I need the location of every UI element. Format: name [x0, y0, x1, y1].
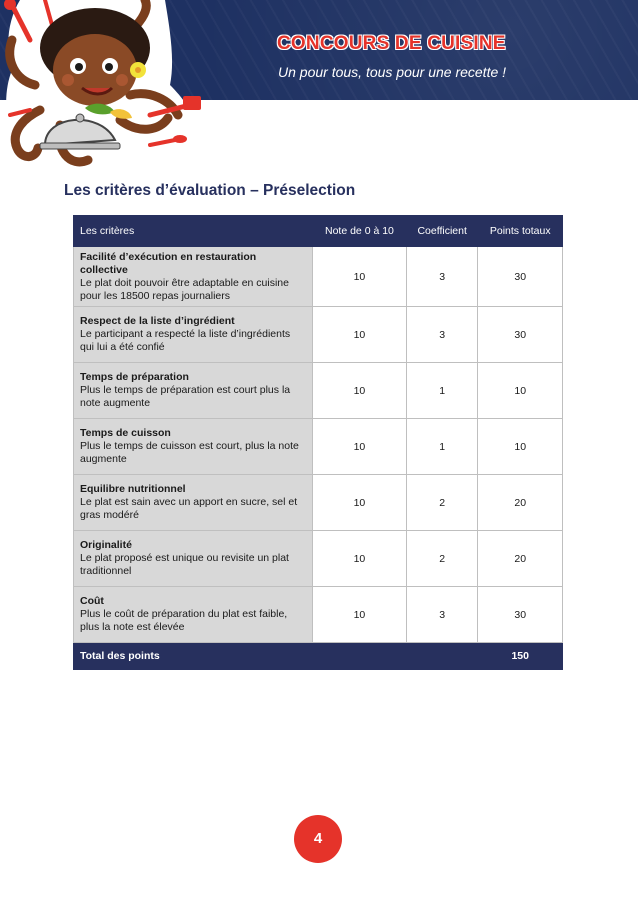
points-cell: 10 — [478, 363, 563, 419]
section-heading: Les critères d’évaluation – Préselection — [64, 182, 356, 199]
criterion-description: Plus le coût de préparation du plat est faible, plus la note est élevée — [80, 608, 288, 633]
criterion-cell — [74, 419, 313, 475]
points-cell: 20 — [478, 475, 563, 531]
col-header-points: Points totaux — [478, 216, 563, 247]
criterion-description: Plus le temps de cuisson est court, plus la note augmente — [80, 440, 299, 465]
criterion-title: Facilité d’exécution en restauration collective — [80, 250, 257, 276]
points-cell: 30 — [478, 247, 563, 307]
coefficient-cell: 2 — [406, 531, 478, 587]
page-number: 4 — [294, 815, 342, 863]
note-cell: 10 — [313, 587, 407, 643]
points-cell: 30 — [478, 307, 563, 363]
criterion-title: Temps de cuisson — [80, 427, 171, 439]
criterion-title: Equilibre nutritionnel — [80, 483, 186, 495]
coefficient-cell: 1 — [406, 363, 478, 419]
table-row — [74, 247, 563, 307]
criterion-title: Coût — [80, 595, 104, 607]
criterion-title: Originalité — [80, 539, 132, 551]
chef-mascot-illustration — [0, 0, 210, 185]
col-header-criteria: Les critères — [74, 216, 313, 247]
table-row — [74, 587, 563, 643]
note-cell: 10 — [313, 307, 407, 363]
points-cell: 20 — [478, 531, 563, 587]
col-header-coefficient: Coefficient — [406, 216, 478, 247]
criterion-description: Le participant a respecté la liste d’ingrédients qui lui a été confié — [80, 328, 291, 353]
total-value: 150 — [478, 643, 563, 670]
points-cell: 10 — [478, 419, 563, 475]
criteria-table — [73, 215, 563, 670]
criterion-cell — [74, 363, 313, 419]
table-header-row — [74, 216, 563, 247]
note-cell: 10 — [313, 247, 407, 307]
coefficient-cell: 3 — [406, 247, 478, 307]
criterion-description: Le plat est sain avec un apport en sucre, sel et gras modéré — [80, 496, 298, 521]
criterion-cell — [74, 475, 313, 531]
criterion-cell — [74, 247, 313, 307]
table-row — [74, 307, 563, 363]
coefficient-cell: 3 — [406, 307, 478, 363]
table-row — [74, 475, 563, 531]
col-header-note: Note de 0 à 10 — [313, 216, 407, 247]
criterion-description: Le plat doit pouvoir être adaptable en cuisine pour les 18500 repas journaliers — [80, 276, 289, 302]
criterion-description: Le plat proposé est unique ou revisite un plat traditionnel — [80, 552, 289, 577]
note-cell: 10 — [313, 475, 407, 531]
criterion-cell — [74, 587, 313, 643]
total-label: Total des points — [74, 643, 478, 670]
table-row — [74, 363, 563, 419]
criterion-title: Temps de préparation — [80, 371, 189, 383]
total-row — [74, 643, 563, 670]
table-row — [74, 531, 563, 587]
criterion-cell — [74, 307, 313, 363]
note-cell: 10 — [313, 419, 407, 475]
note-cell: 10 — [313, 531, 407, 587]
coefficient-cell: 3 — [406, 587, 478, 643]
banner-title: CONCOURS DE CUISINE — [277, 33, 506, 54]
points-cell: 30 — [478, 587, 563, 643]
banner-subtitle: Un pour tous, tous pour une recette ! — [278, 64, 507, 80]
note-cell: 10 — [313, 363, 407, 419]
table-row — [74, 419, 563, 475]
coefficient-cell: 1 — [406, 419, 478, 475]
criterion-cell — [74, 531, 313, 587]
criterion-description: Plus le temps de préparation est court plus la note augmente — [80, 384, 291, 409]
coefficient-cell: 2 — [406, 475, 478, 531]
criterion-title: Respect de la liste d’ingrédient — [80, 315, 235, 327]
